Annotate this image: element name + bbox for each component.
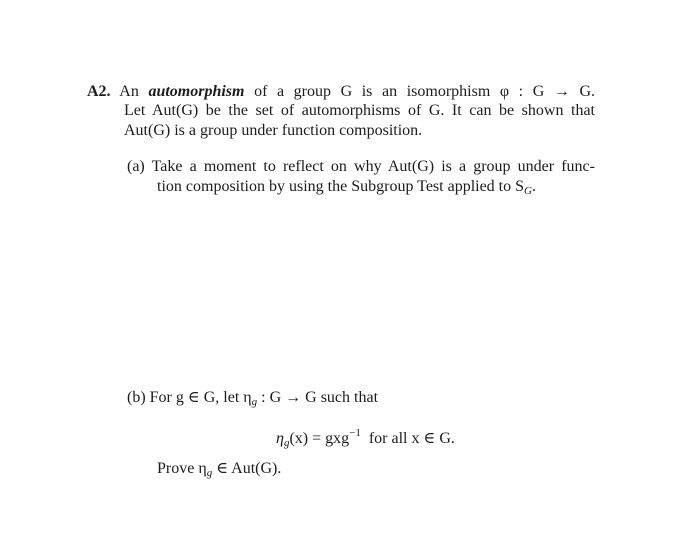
part-a-line-2 xyxy=(157,177,536,201)
problem-line-3: Aut(G) is a group under function composition. xyxy=(124,122,423,139)
part-a-period: . xyxy=(531,178,536,195)
term-automorphism: automorphism xyxy=(148,83,245,100)
part-b-text-post: : G → G such that xyxy=(261,389,379,406)
part-a-text-1: Take a moment to reflect on why Aut(G) is a group under func- xyxy=(151,158,595,175)
problem-line-2: Let Aut(G) be the set of automorphisms of G. It can be shown that xyxy=(124,102,595,119)
prove-post: ∈ Aut(G). xyxy=(216,460,282,477)
eq-superscript: −1 xyxy=(349,427,361,439)
problem-line-1 xyxy=(87,82,595,102)
part-b-text-pre: For g ∈ G, let η xyxy=(149,389,252,406)
prove-subscript: g xyxy=(206,467,213,479)
part-a-line-1 xyxy=(127,157,595,177)
eq-body: (x) = gxg xyxy=(289,430,350,447)
eq-quantifier: for all x ∈ G. xyxy=(368,430,455,447)
eq-eta-subscript: g xyxy=(283,437,290,449)
part-a-subscript: G xyxy=(524,185,532,197)
part-a-text-2: tion composition by using the Subgroup Test applied to S xyxy=(157,178,525,195)
problem-line1-pre: An xyxy=(119,83,139,100)
prove-statement xyxy=(157,459,281,483)
part-b-subscript: g xyxy=(251,396,258,408)
part-b-line-1 xyxy=(127,388,378,412)
part-b-label: (b) xyxy=(127,389,146,406)
eq-eta: η xyxy=(276,430,284,447)
display-equation xyxy=(276,423,455,453)
problem-line1-post: of a group G is an isomorphism φ : G → G. xyxy=(254,83,596,100)
part-a-label: (a) xyxy=(127,158,145,175)
problem-number: A2. xyxy=(87,83,111,100)
prove-pre: Prove η xyxy=(157,460,207,477)
